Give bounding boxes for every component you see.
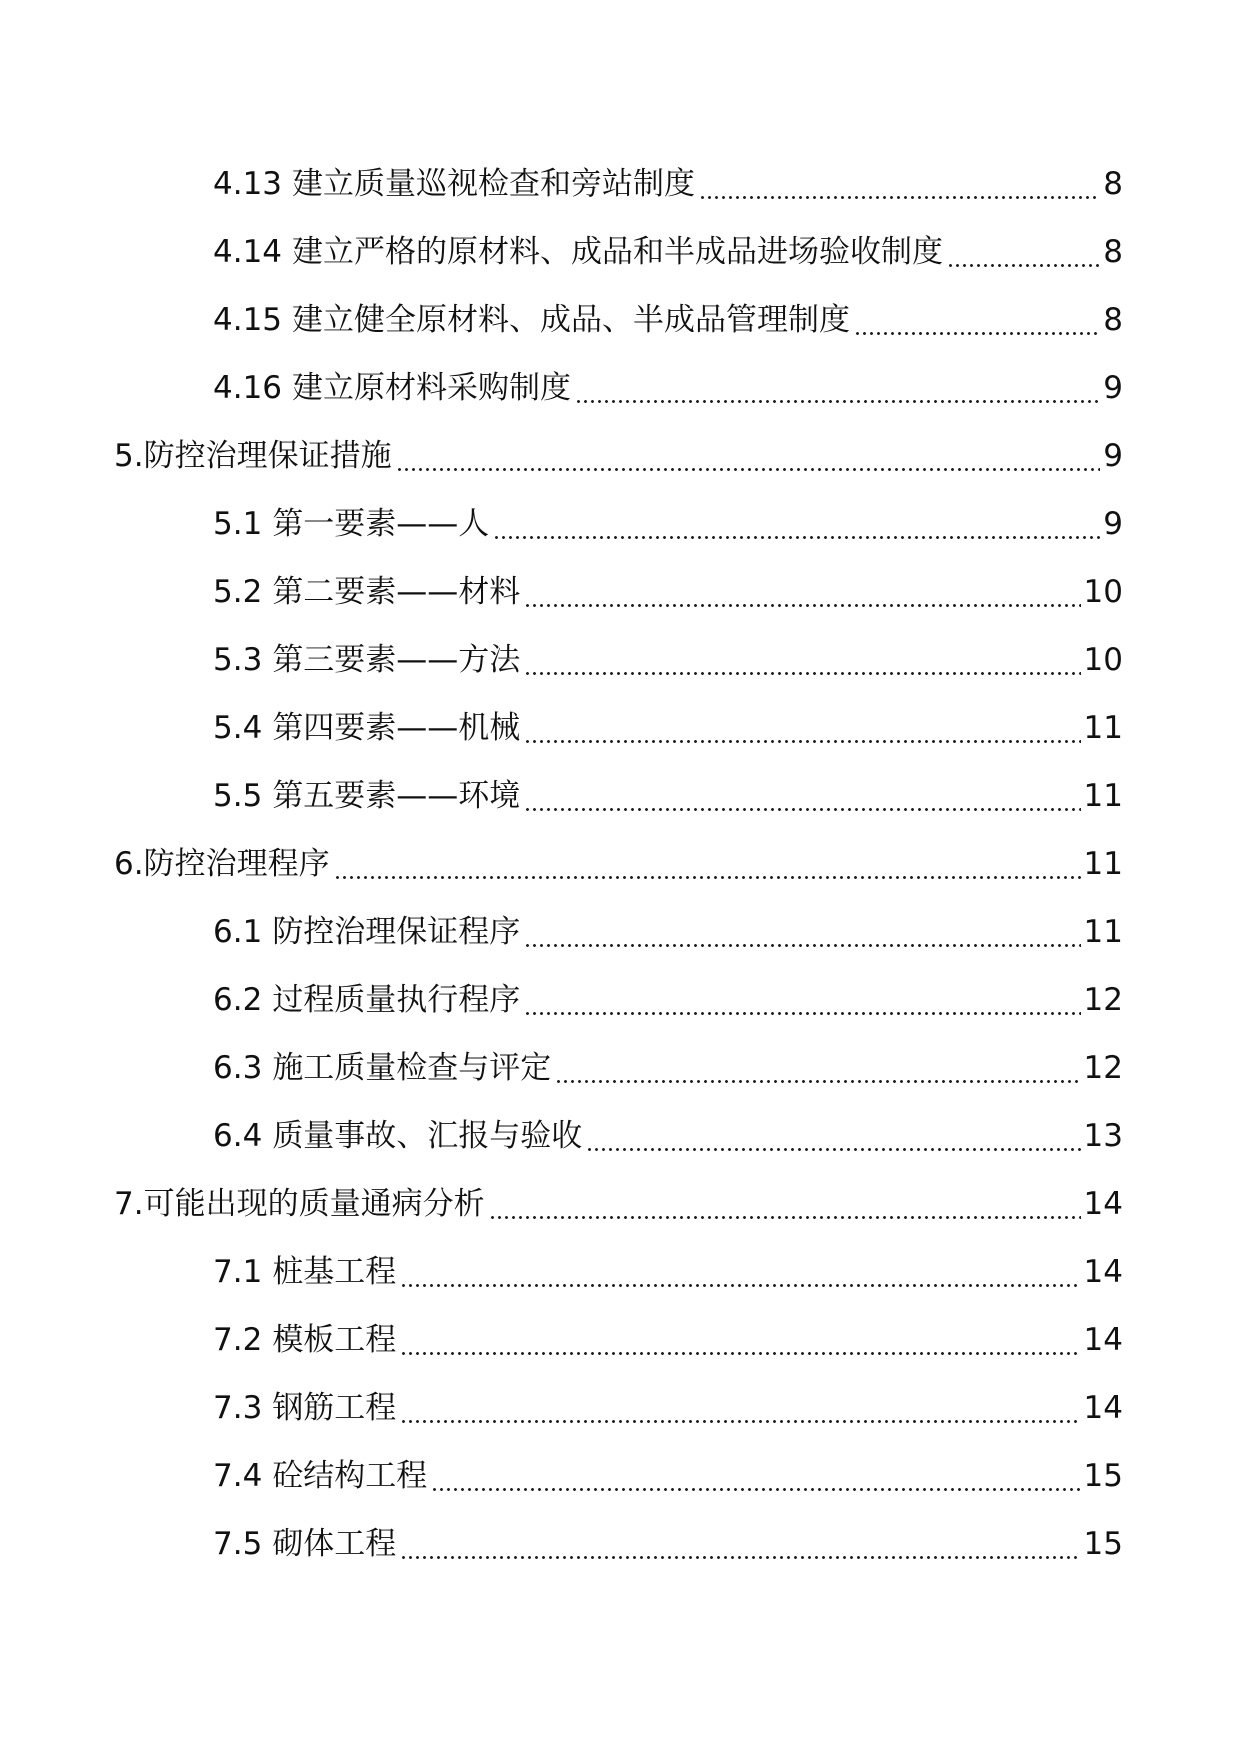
toc-entry[interactable] (0, 966, 1241, 1034)
entry-title: 第一要素——人 (272, 506, 490, 542)
toc-entry[interactable] (0, 694, 1241, 762)
dot-leader (400, 1321, 1080, 1359)
dot-leader (524, 777, 1080, 815)
entry-number: 6. (114, 846, 144, 882)
dot-leader (854, 301, 1100, 339)
toc-entry[interactable] (0, 490, 1241, 558)
entry-number: 7. (114, 1186, 144, 1222)
entry-title: 防控治理程序 (143, 846, 330, 882)
entry-title: 砼结构工程 (272, 1458, 428, 1494)
entry-page-number: 12 (1083, 982, 1123, 1018)
dot-leader (431, 1457, 1080, 1495)
entry-title: 施工质量检查与评定 (272, 1050, 552, 1086)
entry-page-number: 9 (1103, 506, 1123, 542)
entry-number: 5. (114, 438, 144, 474)
entry-title: 钢筋工程 (272, 1390, 397, 1426)
entry-number: 6.4 (213, 1118, 263, 1154)
toc-entry[interactable] (0, 1102, 1241, 1170)
dot-leader (524, 641, 1080, 679)
toc-entry[interactable] (0, 1034, 1241, 1102)
dot-leader (947, 233, 1100, 271)
entry-number: 4.13 (213, 166, 283, 202)
toc-entry[interactable] (0, 762, 1241, 830)
entry-title: 建立严格的原材料、成品和半成品进场验收制度 (292, 234, 944, 270)
toc-entry[interactable] (0, 1510, 1241, 1578)
entry-title: 建立原材料采购制度 (292, 370, 572, 406)
entry-title: 第二要素——材料 (272, 574, 521, 610)
entry-number: 5.2 (213, 574, 263, 610)
entry-page-number: 11 (1083, 914, 1123, 950)
entry-page-number: 11 (1083, 778, 1123, 814)
toc-chapter-entry[interactable] (0, 1170, 1241, 1238)
entry-page-number: 8 (1103, 302, 1123, 338)
entry-number: 4.15 (213, 302, 283, 338)
entry-page-number: 15 (1083, 1526, 1123, 1562)
entry-title: 第四要素——机械 (272, 710, 521, 746)
entry-number: 6.1 (213, 914, 263, 950)
entry-title: 模板工程 (272, 1322, 397, 1358)
entry-number: 4.14 (213, 234, 283, 270)
dot-leader (400, 1389, 1080, 1427)
entry-page-number: 9 (1103, 438, 1123, 474)
entry-number: 7.1 (213, 1254, 263, 1290)
entry-page-number: 14 (1083, 1254, 1123, 1290)
toc-entry[interactable] (0, 1238, 1241, 1306)
entry-title: 防控治理保证措施 (143, 438, 392, 474)
dot-leader (396, 437, 1101, 475)
toc-entry[interactable] (0, 286, 1241, 354)
entry-page-number: 10 (1083, 642, 1123, 678)
entry-page-number: 14 (1083, 1390, 1123, 1426)
table-of-contents (0, 150, 1241, 1578)
entry-number: 7.5 (213, 1526, 263, 1562)
entry-number: 5.4 (213, 710, 263, 746)
entry-title: 质量事故、汇报与验收 (272, 1118, 583, 1154)
entry-title: 桩基工程 (272, 1254, 397, 1290)
toc-entry[interactable] (0, 626, 1241, 694)
entry-page-number: 11 (1083, 846, 1123, 882)
dot-leader (575, 369, 1100, 407)
entry-page-number: 8 (1103, 166, 1123, 202)
toc-entry[interactable] (0, 1306, 1241, 1374)
entry-number: 5.3 (213, 642, 263, 678)
entry-number: 6.3 (213, 1050, 263, 1086)
entry-title: 砌体工程 (272, 1526, 397, 1562)
entry-number: 5.1 (213, 506, 263, 542)
dot-leader (489, 1185, 1081, 1223)
dot-leader (524, 981, 1080, 1019)
entry-page-number: 13 (1083, 1118, 1123, 1154)
dot-leader (524, 709, 1080, 747)
entry-title: 第三要素——方法 (272, 642, 521, 678)
dot-leader (524, 573, 1080, 611)
entry-title: 建立质量巡视检查和旁站制度 (292, 166, 696, 202)
toc-chapter-entry[interactable] (0, 830, 1241, 898)
toc-entry[interactable] (0, 1374, 1241, 1442)
entry-page-number: 9 (1103, 370, 1123, 406)
dot-leader (555, 1049, 1080, 1087)
toc-entry[interactable] (0, 898, 1241, 966)
entry-title: 建立健全原材料、成品、半成品管理制度 (292, 302, 851, 338)
entry-page-number: 8 (1103, 234, 1123, 270)
toc-entry[interactable] (0, 1442, 1241, 1510)
entry-number: 7.4 (213, 1458, 263, 1494)
entry-number: 5.5 (213, 778, 263, 814)
dot-leader (699, 165, 1100, 203)
dot-leader (586, 1117, 1080, 1155)
entry-title: 防控治理保证程序 (272, 914, 521, 950)
entry-page-number: 11 (1083, 710, 1123, 746)
entry-page-number: 14 (1083, 1322, 1123, 1358)
toc-entry[interactable] (0, 218, 1241, 286)
entry-page-number: 10 (1083, 574, 1123, 610)
toc-entry[interactable] (0, 354, 1241, 422)
entry-page-number: 14 (1083, 1186, 1123, 1222)
entry-page-number: 12 (1083, 1050, 1123, 1086)
dot-leader (493, 505, 1100, 543)
entry-number: 6.2 (213, 982, 263, 1018)
toc-entry[interactable] (0, 150, 1241, 218)
entry-title: 可能出现的质量通病分析 (143, 1186, 485, 1222)
dot-leader (400, 1253, 1080, 1291)
toc-chapter-entry[interactable] (0, 422, 1241, 490)
entry-title: 过程质量执行程序 (272, 982, 521, 1018)
entry-number: 4.16 (213, 370, 283, 406)
toc-entry[interactable] (0, 558, 1241, 626)
entry-number: 7.3 (213, 1390, 263, 1426)
dot-leader (524, 913, 1080, 951)
entry-number: 7.2 (213, 1322, 263, 1358)
entry-page-number: 15 (1083, 1458, 1123, 1494)
dot-leader (400, 1525, 1080, 1563)
dot-leader (334, 845, 1081, 883)
entry-title: 第五要素——环境 (272, 778, 521, 814)
